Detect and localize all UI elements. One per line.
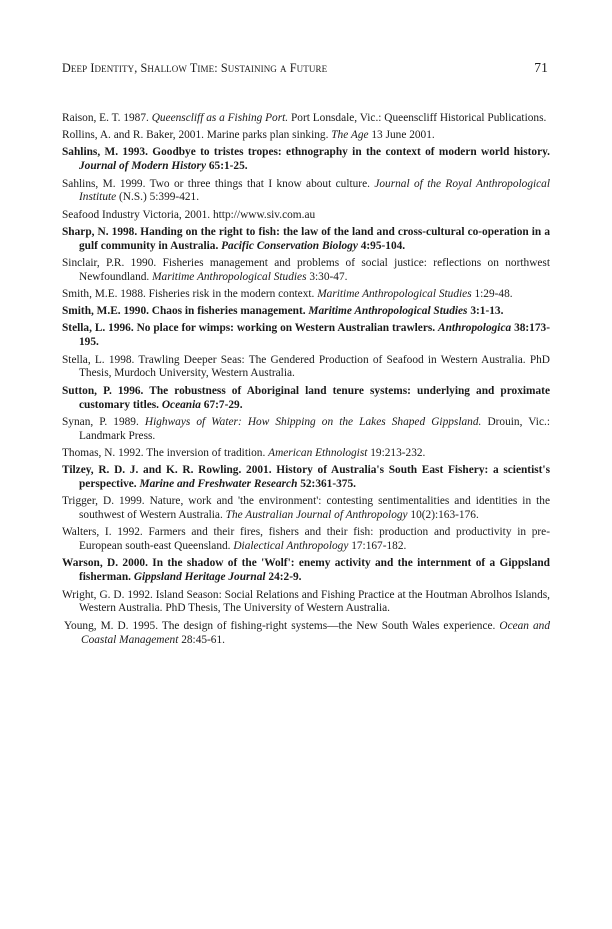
reference-italic: Dialectical Anthropology — [233, 540, 349, 553]
reference-text: 38:173-195. — [79, 322, 550, 349]
reference-italic: Highways of Water: How Shipping on the Lakes Shaped Gippsland. — [144, 415, 482, 428]
reference-entry — [62, 178, 550, 206]
reference-text: Sinclair, P.R. 1990. Fisheries management and problems of social justice: reflections on northwest Newfoundland. — [62, 256, 550, 283]
reference-entry — [62, 226, 550, 254]
reference-text: Stella, L. 1998. Trawling Deeper Seas: The Gendered Production of Seafood in Western Australia. PhD Thesis, Murdoch University, Western Australia. — [62, 353, 550, 380]
reference-text: 65:1-25. — [206, 160, 248, 173]
reference-italic: Journal of the Royal Anthropological Institute — [79, 177, 550, 204]
reference-entry — [62, 526, 550, 554]
reference-text: 10(2):163-176. — [407, 509, 479, 522]
reference-italic: Oceania — [161, 398, 201, 411]
reference-text: Sahlins, M. 1993. Goodbye to tristes tropes: ethnography in the context of modern world history. — [62, 146, 550, 159]
reference-text: 28:45-61. — [178, 633, 225, 646]
reference-text: 3:1-13. — [467, 305, 504, 318]
reference-list — [62, 112, 550, 651]
reference-text: 17:167-182. — [348, 540, 407, 553]
reference-italic: Maritime Anthropological Studies — [152, 270, 307, 283]
reference-italic: Gippsland Heritage Journal — [133, 571, 266, 584]
reference-text: Stella, L. 1996. No place for wimps: working on Western Australian trawlers. — [62, 322, 439, 335]
reference-entry — [62, 416, 550, 444]
reference-entry — [62, 288, 550, 302]
reference-text: 1:29-48. — [471, 288, 513, 301]
reference-italic: Marine and Freshwater Research — [139, 478, 298, 490]
reference-text: Port Lonsdale, Vic.: Queenscliff Historical Publications. — [288, 112, 547, 124]
reference-text: Young, M. D. 1995. The design of fishing-right systems—the New South Wales experience. — [64, 619, 500, 632]
reference-text: 13 June 2001. — [368, 129, 435, 142]
reference-text: Seafood Industry Victoria, 2001. http://www.siv.com.au — [62, 208, 316, 221]
reference-text: (N.S.) 5:399-421. — [116, 191, 200, 204]
reference-text: 4:95-104. — [357, 239, 406, 252]
reference-text: Trigger, D. 1999. Nature, work and 'the environment': contesting sentimentalities and identities in the southwest of Western Australia. — [62, 495, 550, 522]
reference-text: Sutton, P. 1996. The robustness of Aboriginal land tenure systems: underlying and proximate customary titles. — [62, 384, 550, 411]
reference-text: 19:213-232. — [367, 446, 426, 459]
reference-text: 52:361-375. — [297, 478, 356, 490]
reference-text: Thomas, N. 1992. The inversion of tradition. — [62, 446, 269, 459]
reference-italic: Ocean and Coastal Management — [81, 619, 550, 646]
reference-text: Sharp, N. 1998. Handing on the right to fish: the law of the land and cross-cultural co-operation in a gulf community in Australia. — [62, 225, 550, 252]
reference-text: Raison, E. T. 1987. — [62, 112, 152, 124]
reference-entry — [62, 385, 550, 413]
reference-text: Smith, M.E. 1988. Fisheries risk in the modern context. — [62, 288, 318, 301]
reference-entry — [62, 589, 550, 617]
reference-text: 3:30-47. — [306, 270, 348, 283]
reference-entry — [62, 129, 550, 143]
reference-text: 24:2-9. — [265, 571, 302, 584]
reference-italic: American Ethnologist — [268, 446, 368, 459]
reference-entry — [62, 322, 550, 350]
reference-italic: The Age — [331, 129, 369, 142]
reference-italic: Maritime Anthropological Studies — [308, 305, 468, 318]
reference-italic: Pacific Conservation Biology — [221, 239, 358, 252]
reference-entry — [62, 557, 550, 585]
reference-text: Warson, D. 2000. In the shadow of the 'Wolf': enemy activity and the internment of a Gippsland fisherman. — [62, 557, 550, 584]
running-header — [62, 61, 548, 79]
reference-entry — [62, 112, 550, 126]
reference-entry — [62, 354, 550, 382]
reference-entry — [62, 447, 550, 461]
reference-italic: Anthropologica — [438, 322, 512, 335]
reference-italic: Maritime Anthropological Studies — [317, 288, 472, 301]
reference-text: Walters, I. 1992. Farmers and their fires, fishers and their fish: production and productivity in pre-European south-east Queensland. — [62, 526, 550, 553]
reference-text: Sahlins, M. 1999. Two or three things that I know about culture. — [62, 177, 375, 190]
reference-text: Rollins, A. and R. Baker, 2001. Marine parks plan sinking. — [62, 129, 332, 142]
reference-entry — [64, 620, 550, 648]
reference-entry — [62, 305, 550, 319]
reference-text: Synan, P. 1989. — [62, 415, 145, 428]
reference-text: 67:7-29. — [200, 398, 243, 411]
reference-entry — [62, 146, 550, 174]
reference-italic: The Australian Journal of Anthropology — [225, 509, 408, 522]
running-title: Deep Identity, Shallow Time: Sustaining a Future — [62, 61, 328, 75]
page-number: 71 — [534, 60, 548, 75]
reference-text: Smith, M.E. 1990. Chaos in fisheries management. — [62, 305, 309, 318]
reference-text: Tilzey, R. D. J. and K. R. Rowling. 2001. History of Australia's South East Fishery: a scientist's perspective. — [62, 464, 550, 490]
reference-entry — [62, 464, 550, 492]
reference-entry — [62, 209, 550, 223]
reference-text: Wright, G. D. 1992. Island Season: Social Relations and Fishing Practice at the Houtman Abrolhos Islands, Western Australia. PhD Thesis, The University of Western Australia. — [62, 588, 550, 615]
reference-entry — [62, 495, 550, 523]
reference-entry — [62, 257, 550, 285]
reference-text: Drouin, Vic.: Landmark Press. — [79, 415, 550, 442]
reference-italic: Journal of Modern History — [79, 160, 207, 173]
reference-italic: Queenscliff as a Fishing Port. — [151, 112, 289, 124]
